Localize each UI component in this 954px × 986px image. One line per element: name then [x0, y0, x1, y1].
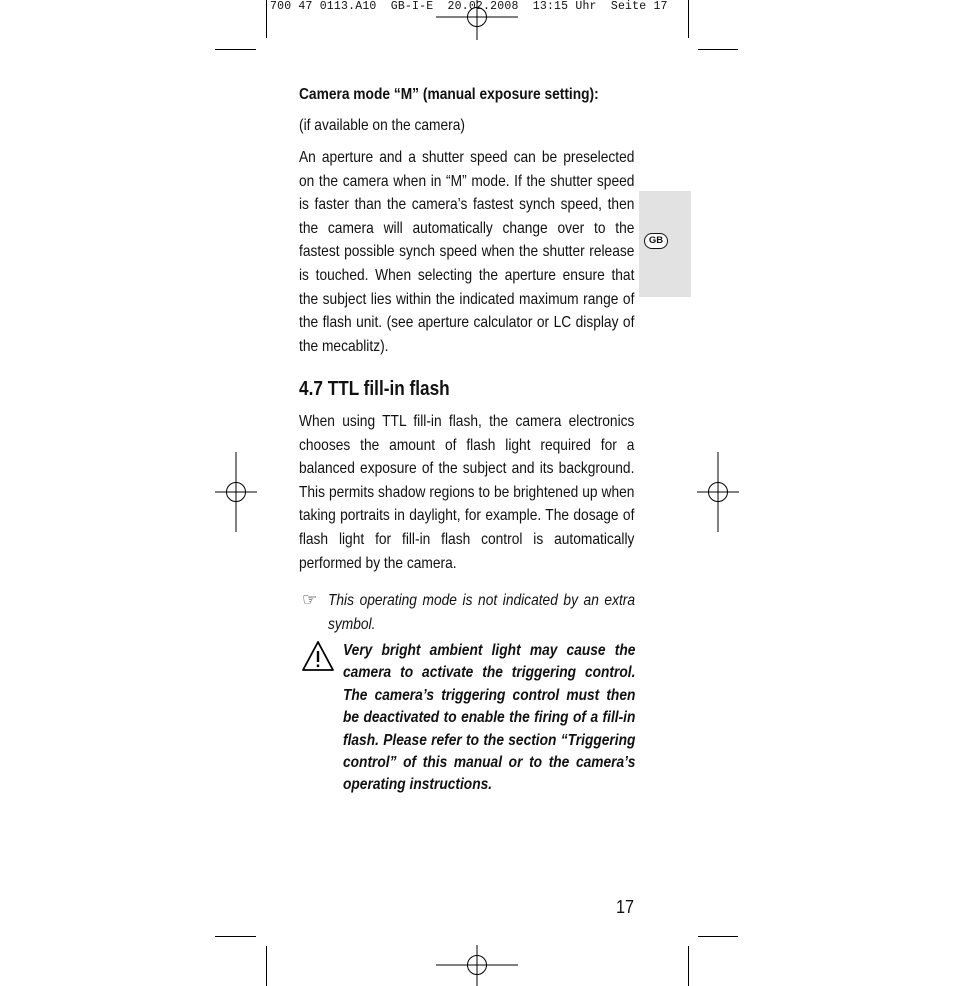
warning-triangle-icon	[301, 640, 335, 672]
pointing-hand-icon: ☞	[302, 590, 318, 609]
language-badge-gb: GB	[644, 233, 668, 249]
mode-m-section	[299, 146, 635, 358]
ttl-body: When using TTL fill-in flash, the camera electronics chooses the amount of flash light required for a balanced exposure of the subject and its background. This permits shadow regions to be brightened up when taking portraits in daylight, for example. The dosage of flash light for fill-in flash control is automatically performed by the camera.	[299, 413, 635, 572]
print-slug: 700 47 0113.A10 GB-I-E 20.02.2008 13:15 Uhr Seite 17	[270, 0, 668, 13]
mode-m-availability: (if available on the camera)	[299, 117, 465, 134]
section-heading: 4.7 TTL fill-in flash	[299, 378, 450, 400]
registration-mark-right	[697, 452, 739, 532]
warning-text: Very bright ambient light may cause the camera to activate the triggering control. The camera’s triggering control must then be deactivated to enable the firing of a fill-in flash. Please refer to the section “Triggering control” of this manual or to the camera’s operating instructions.	[343, 642, 636, 794]
warning-block	[343, 640, 635, 797]
note-text: This operating mode is not indicated by an extra symbol.	[328, 592, 636, 633]
registration-mark-bottom	[436, 945, 518, 986]
note-block	[328, 589, 635, 636]
page-number: 17	[616, 897, 635, 917]
mode-m-title: Camera mode “M” (manual exposure setting):	[299, 86, 599, 103]
registration-mark-left	[215, 452, 257, 532]
ttl-section	[299, 410, 635, 575]
mode-m-body: An aperture and a shutter speed can be preselected on the camera when in “M” mode. If the shutter speed is faster than the camera’s fastest synch speed, then the camera will automatically change over to the fastest possible synch speed when the shutter release is touched. When selecting the aperture ensure that the subject lies within the indicated maximum range of the flash unit. (see aperture calculator or LC display of the mecablitz).	[299, 149, 635, 355]
